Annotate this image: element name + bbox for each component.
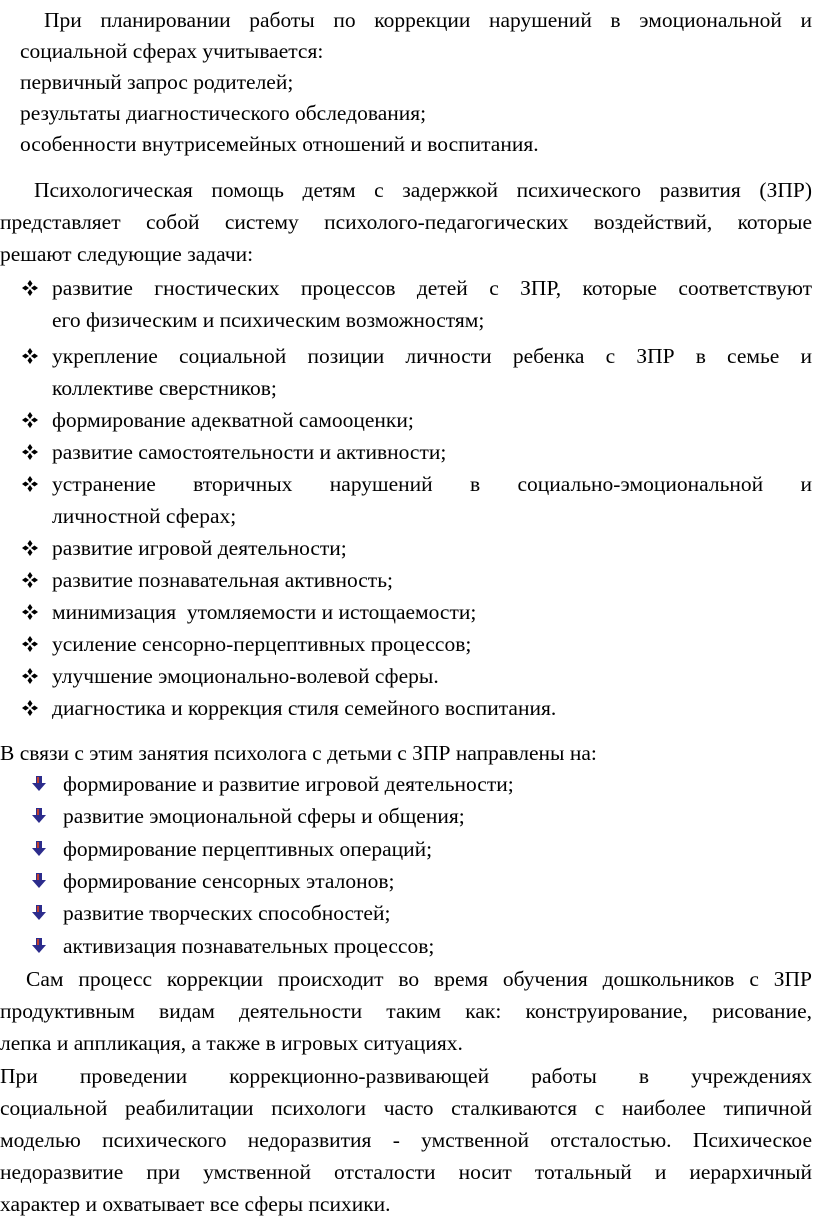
down-arrow-bullet-icon: [30, 807, 48, 825]
four-diamond-bullet-icon: [21, 411, 39, 429]
rehab-line-5: характер и охватывает все сферы психики.: [0, 1192, 391, 1216]
help-line-3: решают следующие задачи:: [0, 242, 254, 266]
direction-item-3: формирование перцептивных операций;: [63, 837, 433, 861]
rehab-line-2: социальной реабилитации психологи часто сталкиваются с наиболее типичной: [0, 1096, 812, 1120]
task-item-3: формирование адекватной самооценки;: [52, 408, 414, 432]
task-item-2-line-2: коллективе сверстников;: [52, 376, 277, 400]
four-diamond-bullet-icon: [21, 667, 39, 685]
four-diamond-bullet-icon: [21, 443, 39, 461]
direction-item-5: развитие творческих способностей;: [63, 901, 391, 925]
down-arrow-bullet-icon: [30, 775, 48, 793]
four-diamond-bullet-icon: [21, 699, 39, 717]
rehab-line-3: моделью психического недоразвития - умственной отсталостью. Психическое: [0, 1128, 812, 1152]
process-line-3: лепка и аппликация, а также в игровых ситуациях.: [0, 1031, 463, 1055]
down-arrow-bullet-icon: [30, 904, 48, 922]
four-diamond-bullet-icon: [21, 279, 39, 297]
task-item-2-line-1: укрепление социальной позиции личности ребенка с ЗПР в семье и: [52, 344, 812, 368]
intro-line-3: первичный запрос родителей;: [20, 70, 294, 94]
direction-item-6: активизация познавательных процессов;: [63, 934, 435, 958]
rehab-line-4: недоразвитие при умственной отсталости носит тотальный и иерархичный: [0, 1160, 812, 1184]
directions-heading: В связи с этим занятия психолога с детьми с ЗПР направлены на:: [0, 741, 597, 765]
four-diamond-bullet-icon: [21, 603, 39, 621]
down-arrow-bullet-icon: [30, 937, 48, 955]
intro-line-5: особенности внутрисемейных отношений и воспитания.: [20, 132, 539, 156]
down-arrow-bullet-icon: [30, 840, 48, 858]
rehab-line-1: При проведении коррекционно-развивающей работы в учреждениях: [0, 1064, 812, 1088]
task-item-11: диагностика и коррекция стиля семейного воспитания.: [52, 696, 557, 720]
task-item-9: усиление сенсорно-перцептивных процессов;: [52, 632, 472, 656]
task-item-5-line-2: личностной сферах;: [52, 504, 237, 528]
help-line-1: Психологическая помощь детям с задержкой психического развития (ЗПР): [34, 178, 812, 202]
process-line-2: продуктивным видам деятельности таким как: конструирование, рисование,: [0, 999, 812, 1023]
four-diamond-bullet-icon: [21, 571, 39, 589]
four-diamond-bullet-icon: [21, 539, 39, 557]
down-arrow-bullet-icon: [30, 872, 48, 890]
four-diamond-bullet-icon: [21, 635, 39, 653]
task-item-4: развитие самостоятельности и активности;: [52, 440, 447, 464]
task-item-10: улучшение эмоционально-волевой сферы.: [52, 664, 439, 688]
direction-item-4: формирование сенсорных эталонов;: [63, 869, 395, 893]
task-item-6: развитие игровой деятельности;: [52, 536, 347, 560]
direction-item-2: развитие эмоциональной сферы и общения;: [63, 804, 465, 828]
intro-line-4: результаты диагностического обследования;: [20, 101, 427, 125]
intro-line-1: При планировании работы по коррекции нарушений в эмоциональной и: [44, 8, 812, 32]
task-item-7: развитие познавательная активность;: [52, 568, 393, 592]
help-line-2: представляет собой систему психолого-педагогических воздействий, которые: [0, 210, 812, 234]
intro-line-2: социальной сферах учитывается:: [20, 39, 324, 63]
task-item-1-line-1: развитие гностических процессов детей с ЗПР, которые соответствуют: [52, 276, 812, 300]
task-item-5-line-1: устранение вторичных нарушений в социально-эмоциональной и: [52, 472, 812, 496]
process-line-1: Сам процесс коррекции происходит во время обучения дошкольников с ЗПР: [26, 967, 812, 991]
four-diamond-bullet-icon: [21, 347, 39, 365]
task-item-1-line-2: его физическим и психическим возможностям;: [52, 308, 485, 332]
task-item-8: минимизация утомляемости и истощаемости;: [52, 600, 477, 624]
direction-item-1: формирование и развитие игровой деятельности;: [63, 772, 514, 796]
four-diamond-bullet-icon: [21, 475, 39, 493]
